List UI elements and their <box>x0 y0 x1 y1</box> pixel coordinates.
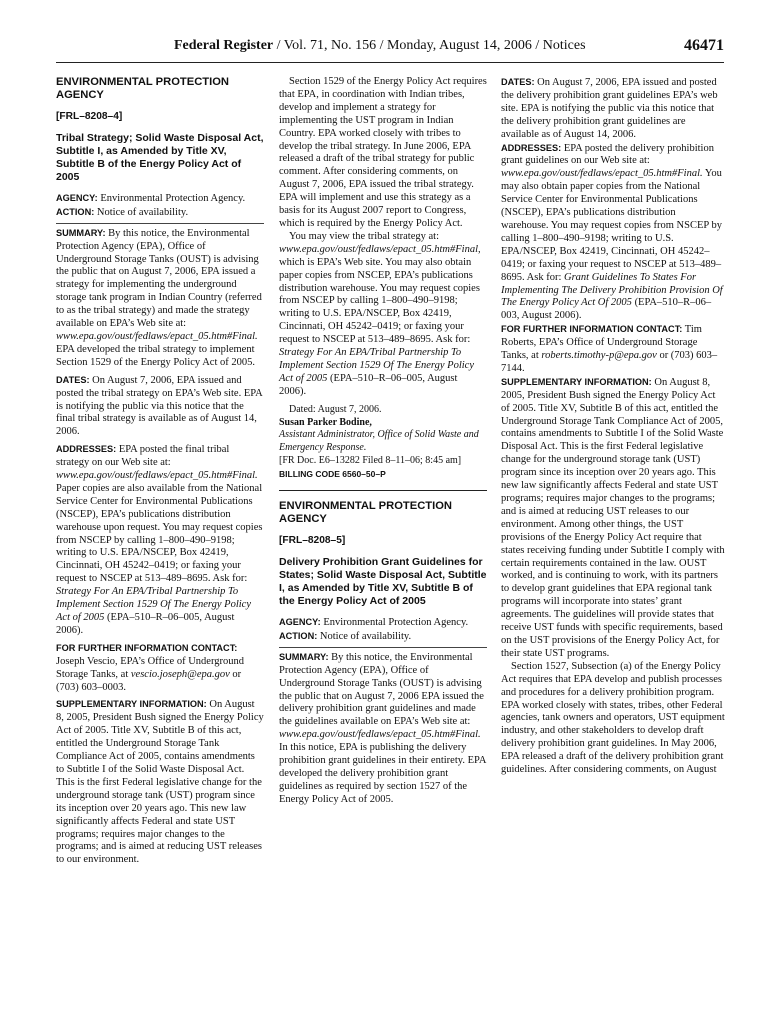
addresses-document: Strategy For An EPA/Tribal Partnership To Implement Section 1529 Of The Energy Policy Act of 2005 <box>56 586 251 623</box>
action-label: ACTION: <box>56 206 95 217</box>
summary-text-2b: By this notice, the Environmental Protection Agency (EPA), Office of Underground Storage Tanks (OUST) is advising the public that on August 7, 2006 EPA issued the delivery prohibition grant guidelines and made the guidelines available on EPA’s Web site at: <box>279 651 484 728</box>
summary-paragraph <box>56 227 264 370</box>
addresses-text-2c: You may also obtain paper copies from the National Service Center for Environmental Publications (NSCEP), EPA’s publications distribution warehouse. You may request copies from NSCEP by calling 1–800–490–9198; writing to U.S. EPA/NSCEP, Box 42419, Cincinnati, OH 45242–0419; or faxing your request to NSCEP at 513–489–8695. Ask for: <box>501 168 722 283</box>
fr-doc-line: [FR Doc. E6–13282 Filed 8–11–06; 8:45 am] <box>279 455 462 467</box>
signer-title-text: Assistant Administrator, Office of Solid Waste and Emergency Response. <box>279 429 479 454</box>
header-rule <box>56 62 724 63</box>
summary-url-2[interactable]: www.epa.gov/oust/fedlaws/epact_05.htm#Final. <box>279 729 481 741</box>
addresses-document-2: Grant Guidelines To States For Implementing The Delivery Prohibition Provision Of The Energy Policy Act Of 2005 <box>501 271 723 309</box>
dates-label: DATES: <box>56 374 90 385</box>
agency-line-2 <box>279 616 487 630</box>
dates-paragraph <box>56 374 264 440</box>
agency-line <box>56 192 264 206</box>
supplementary-text-2: On August 8, 2005, President Bush signed the Energy Policy Act of 2005. Title XV, Subtitle B of this act, entitled the Underground Storage Tank Compliance Act of 2005, contains amendments to Subtitle I of the Solid Waste Disposal Act. This is the first Federal legislative change for the underground storage tank (UST) program since its inception over 20 years ago. This new law significantly affects Federal and state UST programs; requires major changes to the programs; and is aimed at reducing UST releases to our environment. Among other things, the UST provisions of the Energy Policy Act require that states receiving funding under Subtitle I comply with certain requirements contained in the law. OUST worked, and is continuing to work, with its partners to develop grant guidelines that EPA regional tank programs will incorporate into states’ grant agreements. The guidelines will provide states that receive UST funds with specific requirements, based on the UST provisions of the Energy Policy Act, for their state UST programs. <box>501 376 725 659</box>
notice-title-2: Delivery Prohibition Grant Guidelines for States; Solid Waste Disposal Act, Subtitle I, as Amended by Title XV, Subtitle B of the Energy Policy Act of 2005 <box>279 556 487 607</box>
signer-title <box>279 429 487 455</box>
column-1 <box>56 76 264 867</box>
agency-heading: ENVIRONMENTAL PROTECTION AGENCY <box>56 76 229 101</box>
action-text: Notice of availability. <box>96 206 189 218</box>
summary-label-2: SUMMARY: <box>279 651 329 662</box>
addresses-text-2: Paper copies are also available from the National Service Center for Environmental Publications (NSCEP), EPA’s publications distribution warehouse upon request. You may request copies from NSCEP by calling 1–800–490–9198; writing to U.S. EPA/NSCEP, Box 42419, Cincinnati, OH 45242–0419; or faxing your request to NSCEP at 513–489–8695. Ask for: <box>56 482 263 585</box>
addresses-url-2[interactable]: www.epa.gov/oust/fedlaws/epact_05.htm#Final. <box>501 168 703 180</box>
contact-phone-2: or (703) 603–7144. <box>501 350 718 374</box>
signer-name: Susan Parker Bodine, <box>279 416 372 428</box>
addresses-label: ADDRESSES: <box>56 444 117 455</box>
addresses-text-2b: EPA posted the delivery prohibition grant guidelines on our Web site at: <box>501 142 714 167</box>
column-2 <box>279 76 487 807</box>
view-url[interactable]: www.epa.gov/oust/fedlaws/epact_05.htm#Final, <box>279 243 481 255</box>
contact-phone: or (703) 603–0003. <box>56 668 242 693</box>
section-divider <box>56 223 264 224</box>
action-line <box>56 206 264 220</box>
contact-text-2: Tim Roberts, EPA’s Office of Underground Storage Tanks, at <box>501 324 702 362</box>
agency-label: AGENCY: <box>56 192 98 203</box>
section-1527-paragraph: Section 1527, Subsection (a) of the Energy Policy Act requires that EPA develop and publish processes and procedures for a delivery prohibition program. EPA worked closely with states, tribes, other Federal agencies, tank owners and operators, UST equipment industry, and other stakeholders to develop draft delivery prohibition grant guidelines. In May 2006, EPA released a draft of the delivery prohibition grant guidelines. After considering comments, on August <box>501 660 725 776</box>
dated-line: Dated: August 7, 2006. <box>289 403 382 415</box>
summary-url[interactable]: www.epa.gov/oust/fedlaws/epact_05.htm#Final. <box>56 330 258 342</box>
billing-code: BILLING CODE 6560–50–P <box>279 469 386 480</box>
dates-text-2: On August 7, 2006, EPA issued and posted the delivery prohibition grant guidelines EPA’s web site. EPA is notifying the public via this notice that the delivery prohibition grant guidelines are available as of August 14, 2006. <box>501 77 718 140</box>
addresses-url[interactable]: www.epa.gov/oust/fedlaws/epact_05.htm#Final. <box>56 470 258 482</box>
addresses-text: EPA posted the final tribal strategy on our Web site at: <box>56 444 230 469</box>
addresses-paragraph-2 <box>501 142 725 324</box>
supplementary-paragraph <box>56 698 264 867</box>
view-paragraph <box>279 231 487 399</box>
supplementary-text: On August 8, 2005, President Bush signed the Energy Policy Act of 2005. Title XV, Subtitle B of this act, entitled the Underground Storage Tank Compliance Act of 2005, contains amendments to Subtitle I of the Solid Waste Disposal Act. This is the first Federal legislative change for the underground storage tank (UST) program since its inception over 20 years ago. This new law significantly affects Federal and state UST programs; requires major changes to the programs; and is aimed at reducing UST releases to our environment. <box>56 699 264 866</box>
notice-separator <box>279 490 487 491</box>
summary-text: By this notice, the Environmental Protection Agency (EPA), Office of Underground Storage Tanks (OUST) is advising the public that on August 7, 2006, EPA issued a strategy for implementing the underground storage tank program in Indian Country (referred to as the tribal strategy) and made the strategy available on EPA’s Web site at: <box>56 227 262 330</box>
dates-text: On August 7, 2006, EPA issued and posted the tribal strategy on EPA’s Web site. EPA is notifying the public via this notice that the final tribal strategy is available as of August 14, 2006. <box>56 374 263 438</box>
agency-text-2: Environmental Protection Agency. <box>323 617 469 628</box>
view-document: Strategy For An EPA/Tribal Partnership To Implement Section 1529 Of The Energy Policy Act of 2005 <box>279 347 474 384</box>
action-text-2: Notice of availability. <box>319 630 412 642</box>
contact-text: Joseph Vescio, EPA’s Office of Underground Storage Tanks, at <box>56 655 245 680</box>
contact-label: FOR FURTHER INFORMATION CONTACT: <box>56 642 238 653</box>
view-document-number: (EPA–510–R–06–005, August 2006). <box>279 372 458 397</box>
contact-email-2[interactable]: roberts.timothy-p@epa.gov <box>541 350 657 362</box>
dates-paragraph-2 <box>501 76 725 142</box>
summary-label: SUMMARY: <box>56 227 106 238</box>
agency-label-2: AGENCY: <box>279 617 321 627</box>
summary-paragraph-2 <box>279 651 487 807</box>
notice-title: Tribal Strategy; Solid Waste Disposal Act, Subtitle I, as Amended by Title XV, Subtitle B of the Energy Policy Act of 2005 <box>56 131 264 183</box>
supplementary-paragraph-2 <box>501 376 725 661</box>
action-line-2 <box>279 630 487 644</box>
issue-details: / Vol. 71, No. 156 / Monday, August 14, 2006 / Notices <box>273 38 586 53</box>
action-label-2: ACTION: <box>279 630 318 641</box>
section-1529-paragraph: Section 1529 of the Energy Policy Act requires that EPA, in coordination with Indian tribes, develop and implement a strategy for implementing the UST program in Indian Country. EPA worked closely with tribes to develop the tribal strategy. In June 2006, EPA released a draft of the tribal strategy for public comment. After considering comments, on August 7, 2006, EPA issued the tribal strategy. EPA will implement and use this strategy as a basis for its August 2007 report to Congress, which is required by the Energy Policy Act. <box>279 76 487 229</box>
contact-label-2: FOR FURTHER INFORMATION CONTACT: <box>501 324 683 335</box>
column-3 <box>501 76 725 777</box>
dates-label-2: DATES: <box>501 77 535 87</box>
addresses-document-number-2: (EPA–510–R–06–003, August 2006). <box>501 297 712 322</box>
addresses-paragraph <box>56 443 264 638</box>
supplementary-label-2: SUPPLEMENTARY INFORMATION: <box>501 376 652 387</box>
running-header <box>56 38 724 58</box>
contact-paragraph <box>56 642 264 695</box>
addresses-label-2: ADDRESSES: <box>501 142 562 153</box>
journal-name: Federal Register <box>174 38 274 53</box>
section-divider-2 <box>279 647 487 648</box>
contact-paragraph-2 <box>501 323 725 376</box>
agency-heading-2: ENVIRONMENTAL PROTECTION AGENCY <box>279 500 452 526</box>
summary-text-2c: In this notice, EPA is publishing the delivery prohibition grant guidelines in their entirety. EPA developed the delivery prohibition grant guidelines as required by section 1527 of the Energy Policy Act of 2005. <box>279 742 486 805</box>
page-number: 46471 <box>684 37 724 54</box>
view-text: You may view the tribal strategy at: <box>289 230 439 242</box>
header-citation <box>174 38 586 54</box>
frl-number-2: [FRL–8208–5] <box>279 535 346 547</box>
contact-email[interactable]: vescio.joseph@epa.gov <box>130 668 230 680</box>
summary-text-2: EPA developed the tribal strategy to implement Section 1529 of the Energy Policy Act of 2005. <box>56 343 255 368</box>
agency-text: Environmental Protection Agency. <box>100 192 246 204</box>
view-text-2: which is EPA’s Web site. You may also obtain paper copies from NSCEP, EPA’s publications distribution warehouse. You may request copies from NSCEP by calling 1–800–490–9198; writing to U.S. EPA/NSCEP, Box 42419, Cincinnati, OH 45242–0419; or faxing your request to NSCEP at 513–489–8695. Ask for: <box>279 256 480 346</box>
supplementary-label: SUPPLEMENTARY INFORMATION: <box>56 699 207 710</box>
frl-number: [FRL–8208–4] <box>56 111 123 122</box>
addresses-document-number: (EPA–510–R–06–005, August 2006). <box>56 612 235 636</box>
